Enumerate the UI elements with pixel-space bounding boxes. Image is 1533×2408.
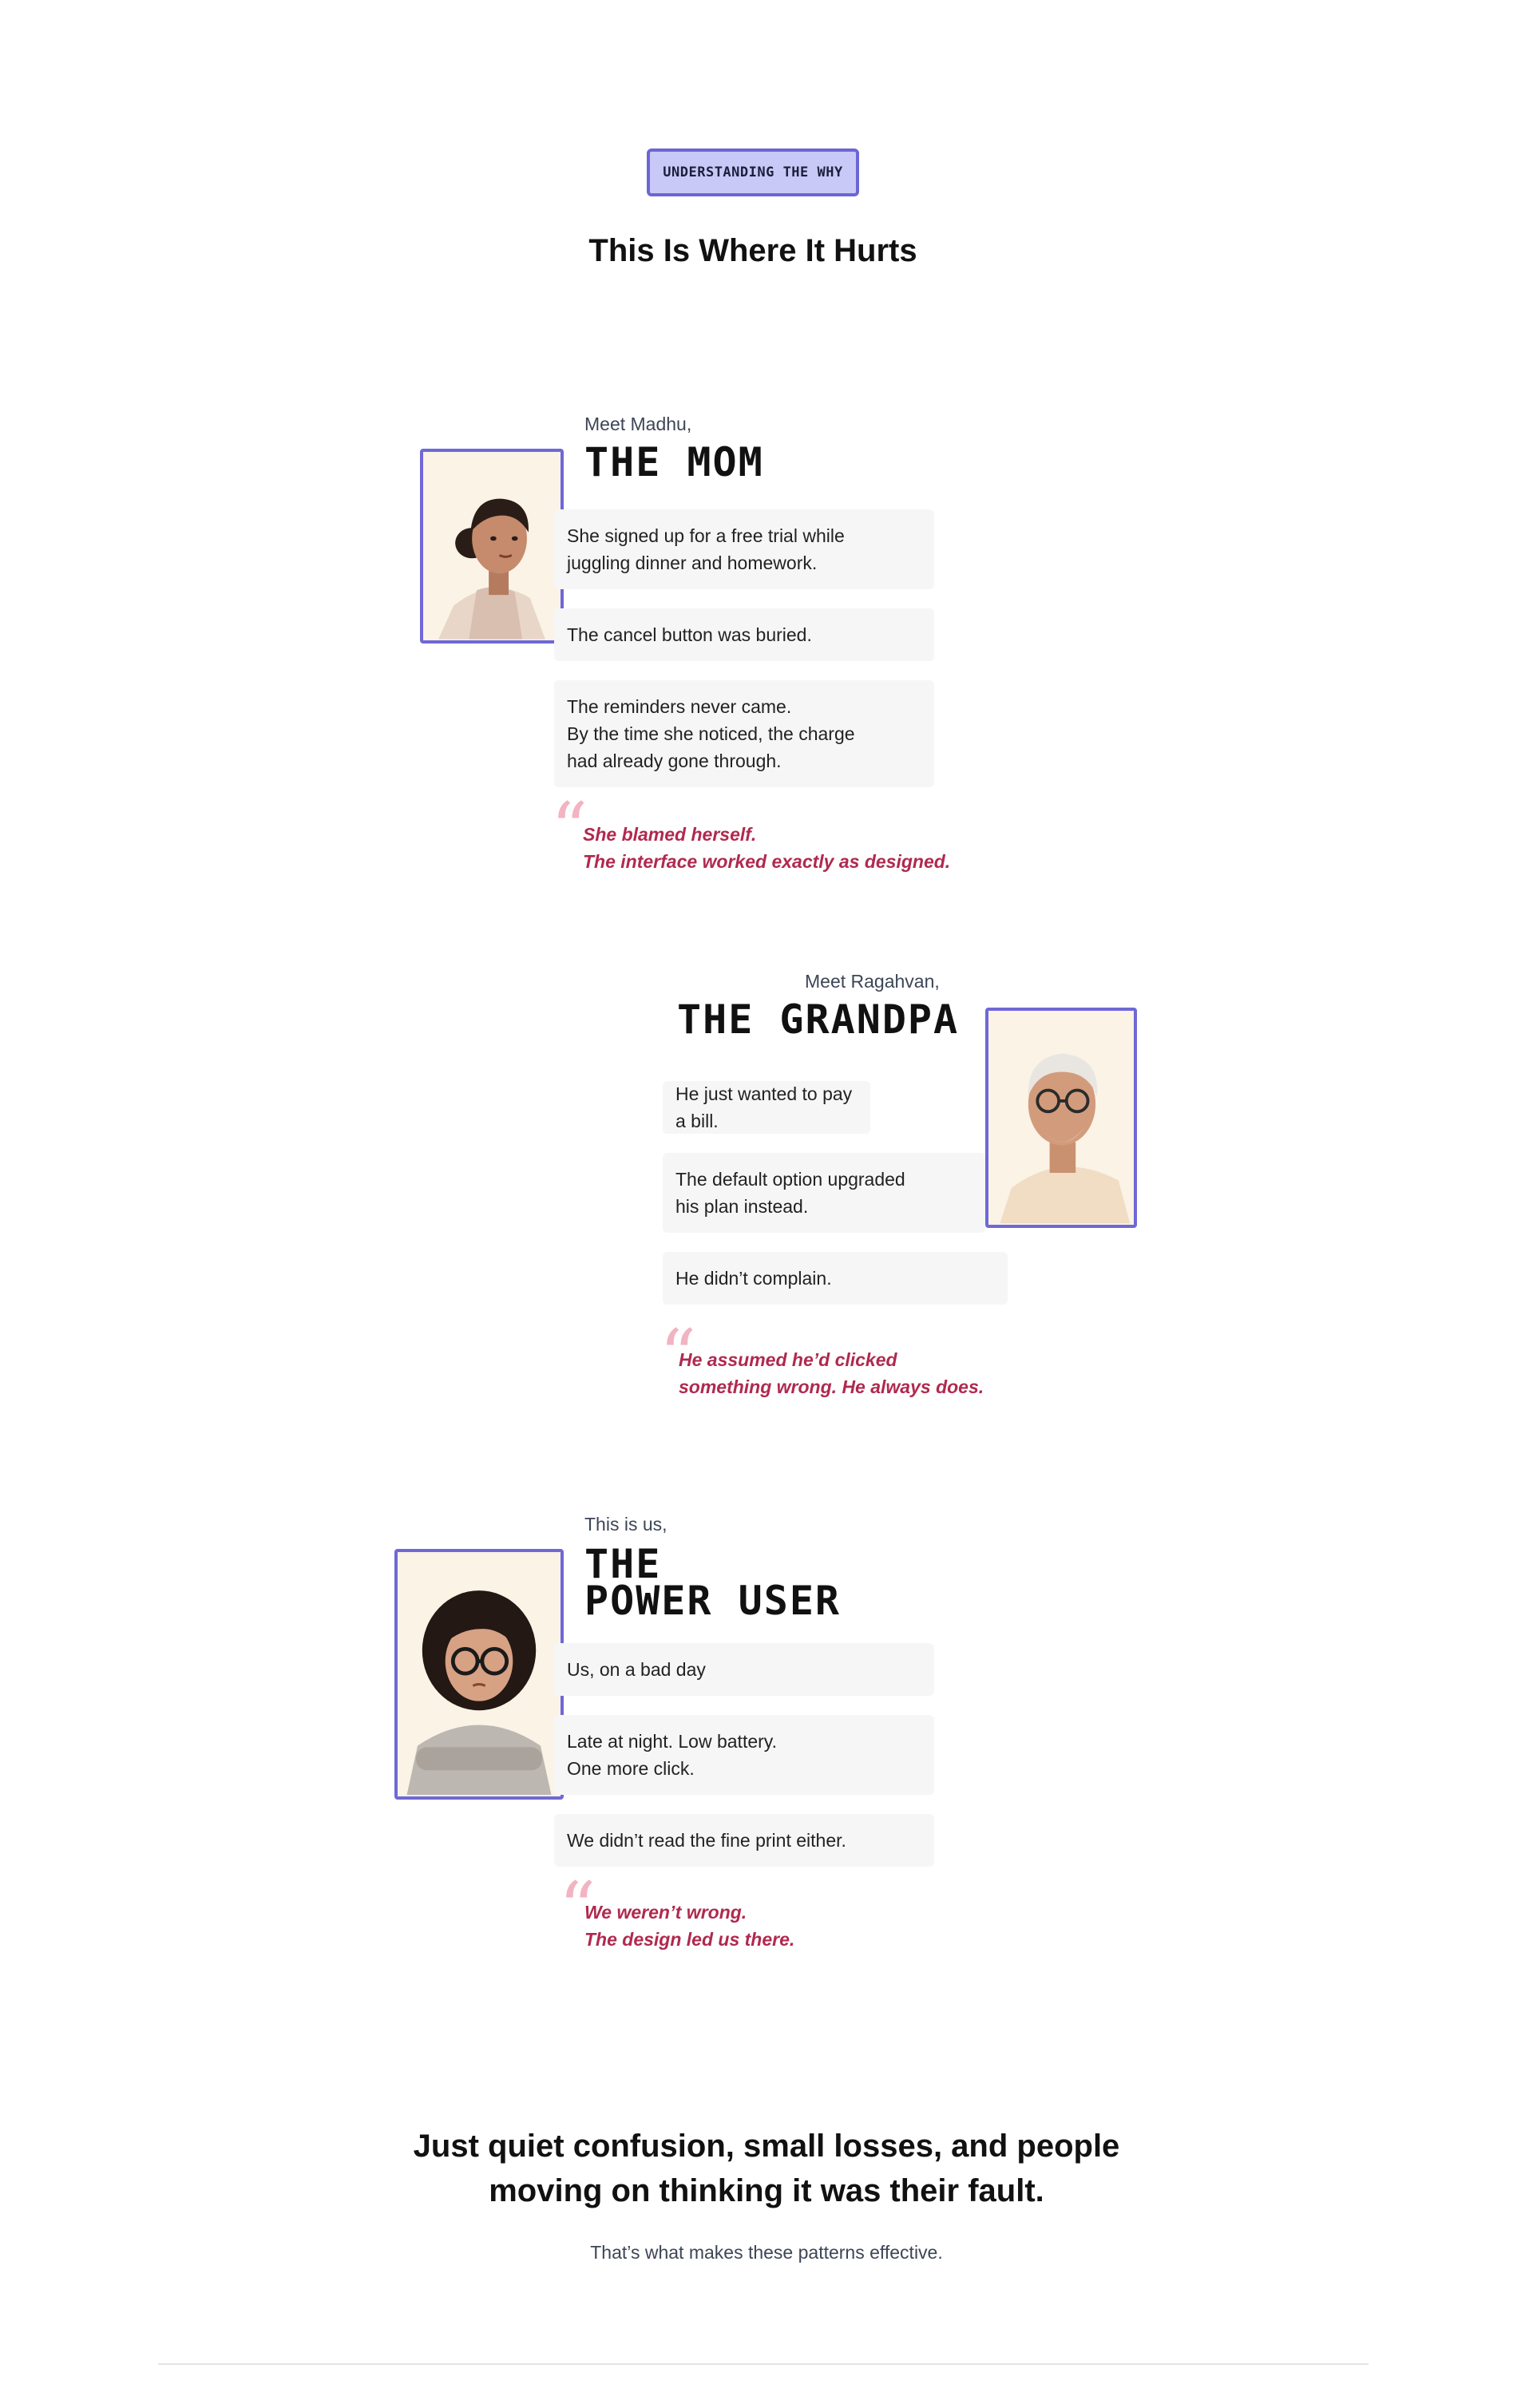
persona-intro: This is us, <box>584 1514 667 1535</box>
story-card: The cancel button was buried. <box>554 608 934 661</box>
old-man-portrait-icon <box>988 1011 1134 1225</box>
story-card: She signed up for a free trial while juggling dinner and homework. <box>554 509 934 589</box>
persona-quote: We weren’t wrong. The design led us there. <box>584 1902 795 1950</box>
portrait-grandpa <box>985 1008 1137 1228</box>
story-card: The reminders never came. By the time she noticed, the charge had already gone through. <box>554 680 934 787</box>
girl-portrait-icon <box>398 1552 561 1796</box>
persona-intro: Meet Madhu, <box>584 414 692 434</box>
story-card: Late at night. Low battery. One more click. <box>554 1715 934 1795</box>
section-title: This Is Where It Hurts <box>588 233 917 268</box>
persona-title: THE POWER USER <box>584 1541 842 1624</box>
section-badge-label: UNDERSTANDING THE WHY <box>663 164 843 180</box>
persona-title: THE MOM <box>584 439 764 485</box>
story-card: Us, on a bad day <box>554 1643 934 1696</box>
section-divider <box>158 2363 1369 2365</box>
quote-mark-icon: “ <box>660 1314 697 1398</box>
quote-mark-icon: “ <box>559 1867 596 1951</box>
quote-mark-icon: “ <box>551 787 588 871</box>
portrait-mom <box>420 449 564 644</box>
closing-headline: Just quiet confusion, small losses, and people moving on thinking it was their fault. <box>413 2129 1120 2208</box>
persona-title: THE GRANDPA <box>677 996 960 1043</box>
woman-portrait-icon <box>423 452 561 640</box>
story-card: He just wanted to pay a bill. <box>663 1081 870 1134</box>
story-card: He didn’t complain. <box>663 1252 1008 1305</box>
story-card: We didn’t read the fine print either. <box>554 1814 934 1867</box>
portrait-power-user <box>394 1549 564 1800</box>
section-badge <box>647 149 859 196</box>
story-card: The default option upgraded his plan instead. <box>663 1153 985 1233</box>
persona-intro: Meet Ragahvan, <box>805 971 940 992</box>
closing-subtext: That’s what makes these patterns effective. <box>590 2242 943 2263</box>
persona-quote: She blamed herself. The interface worked exactly as designed. <box>583 824 951 872</box>
persona-quote: He assumed he’d clicked something wrong. He always does. <box>679 1349 984 1397</box>
